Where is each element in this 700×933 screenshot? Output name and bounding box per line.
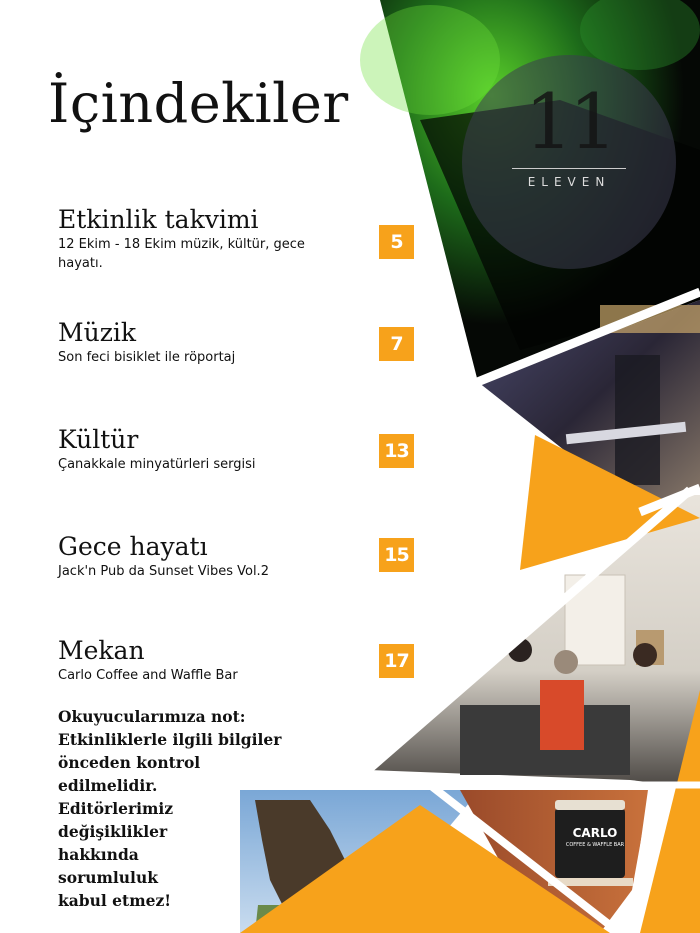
toc-entry-title: Etkinlik takvimi	[58, 205, 259, 234]
reader-note: Okuyucularımıza not: Etkinliklerle ilgili bilgiler önceden kontrol edilmelidir. Editörlerimiz değişiklikler hakkında sorumluluk kabul etmez!	[58, 707, 282, 910]
page-number-badge[interactable]: 13	[379, 434, 414, 468]
toc-entry-title: Müzik	[58, 318, 137, 347]
toc-entry-title: Gece hayatı	[58, 532, 208, 561]
eleven-logo	[462, 55, 676, 269]
page-number-badge[interactable]: 7	[379, 327, 414, 361]
cup-subtitle: COFFEE & WAFFLE BAR	[565, 842, 625, 848]
toc-entry-description: Jack'n Pub da Sunset Vibes Vol.2	[58, 564, 269, 579]
toc-entry-muzik[interactable]	[58, 318, 418, 367]
page-title: İçindekiler	[48, 72, 349, 135]
toc-entry-kultur[interactable]	[58, 425, 418, 474]
toc-entry-title: Kültür	[58, 425, 139, 454]
page-number-badge[interactable]: 15	[379, 538, 414, 572]
toc-entry-description: 12 Ekim - 18 Ekim müzik, kültür, gece hayatı.	[58, 237, 305, 271]
cup-brand: CARLO	[572, 826, 618, 840]
page-number-badge[interactable]: 17	[379, 644, 414, 678]
toc-entry-title: Mekan	[58, 636, 145, 665]
toc-entry-etkinlik-takvimi[interactable]	[58, 205, 418, 273]
toc-entry-description: Son feci bisiklet ile röportaj	[58, 350, 236, 365]
logo-word: ELEVEN	[527, 175, 611, 189]
logo-divider	[512, 168, 626, 169]
page-number-badge[interactable]: 5	[379, 225, 414, 259]
toc-entry-description: Carlo Coffee and Waffle Bar	[58, 668, 238, 683]
toc-entry-description: Çanakkale minyatürleri sergisi	[58, 457, 256, 472]
logo-number: 11	[524, 77, 614, 166]
toc-entry-gece-hayati[interactable]	[58, 532, 418, 581]
toc-entry-mekan[interactable]	[58, 636, 418, 685]
